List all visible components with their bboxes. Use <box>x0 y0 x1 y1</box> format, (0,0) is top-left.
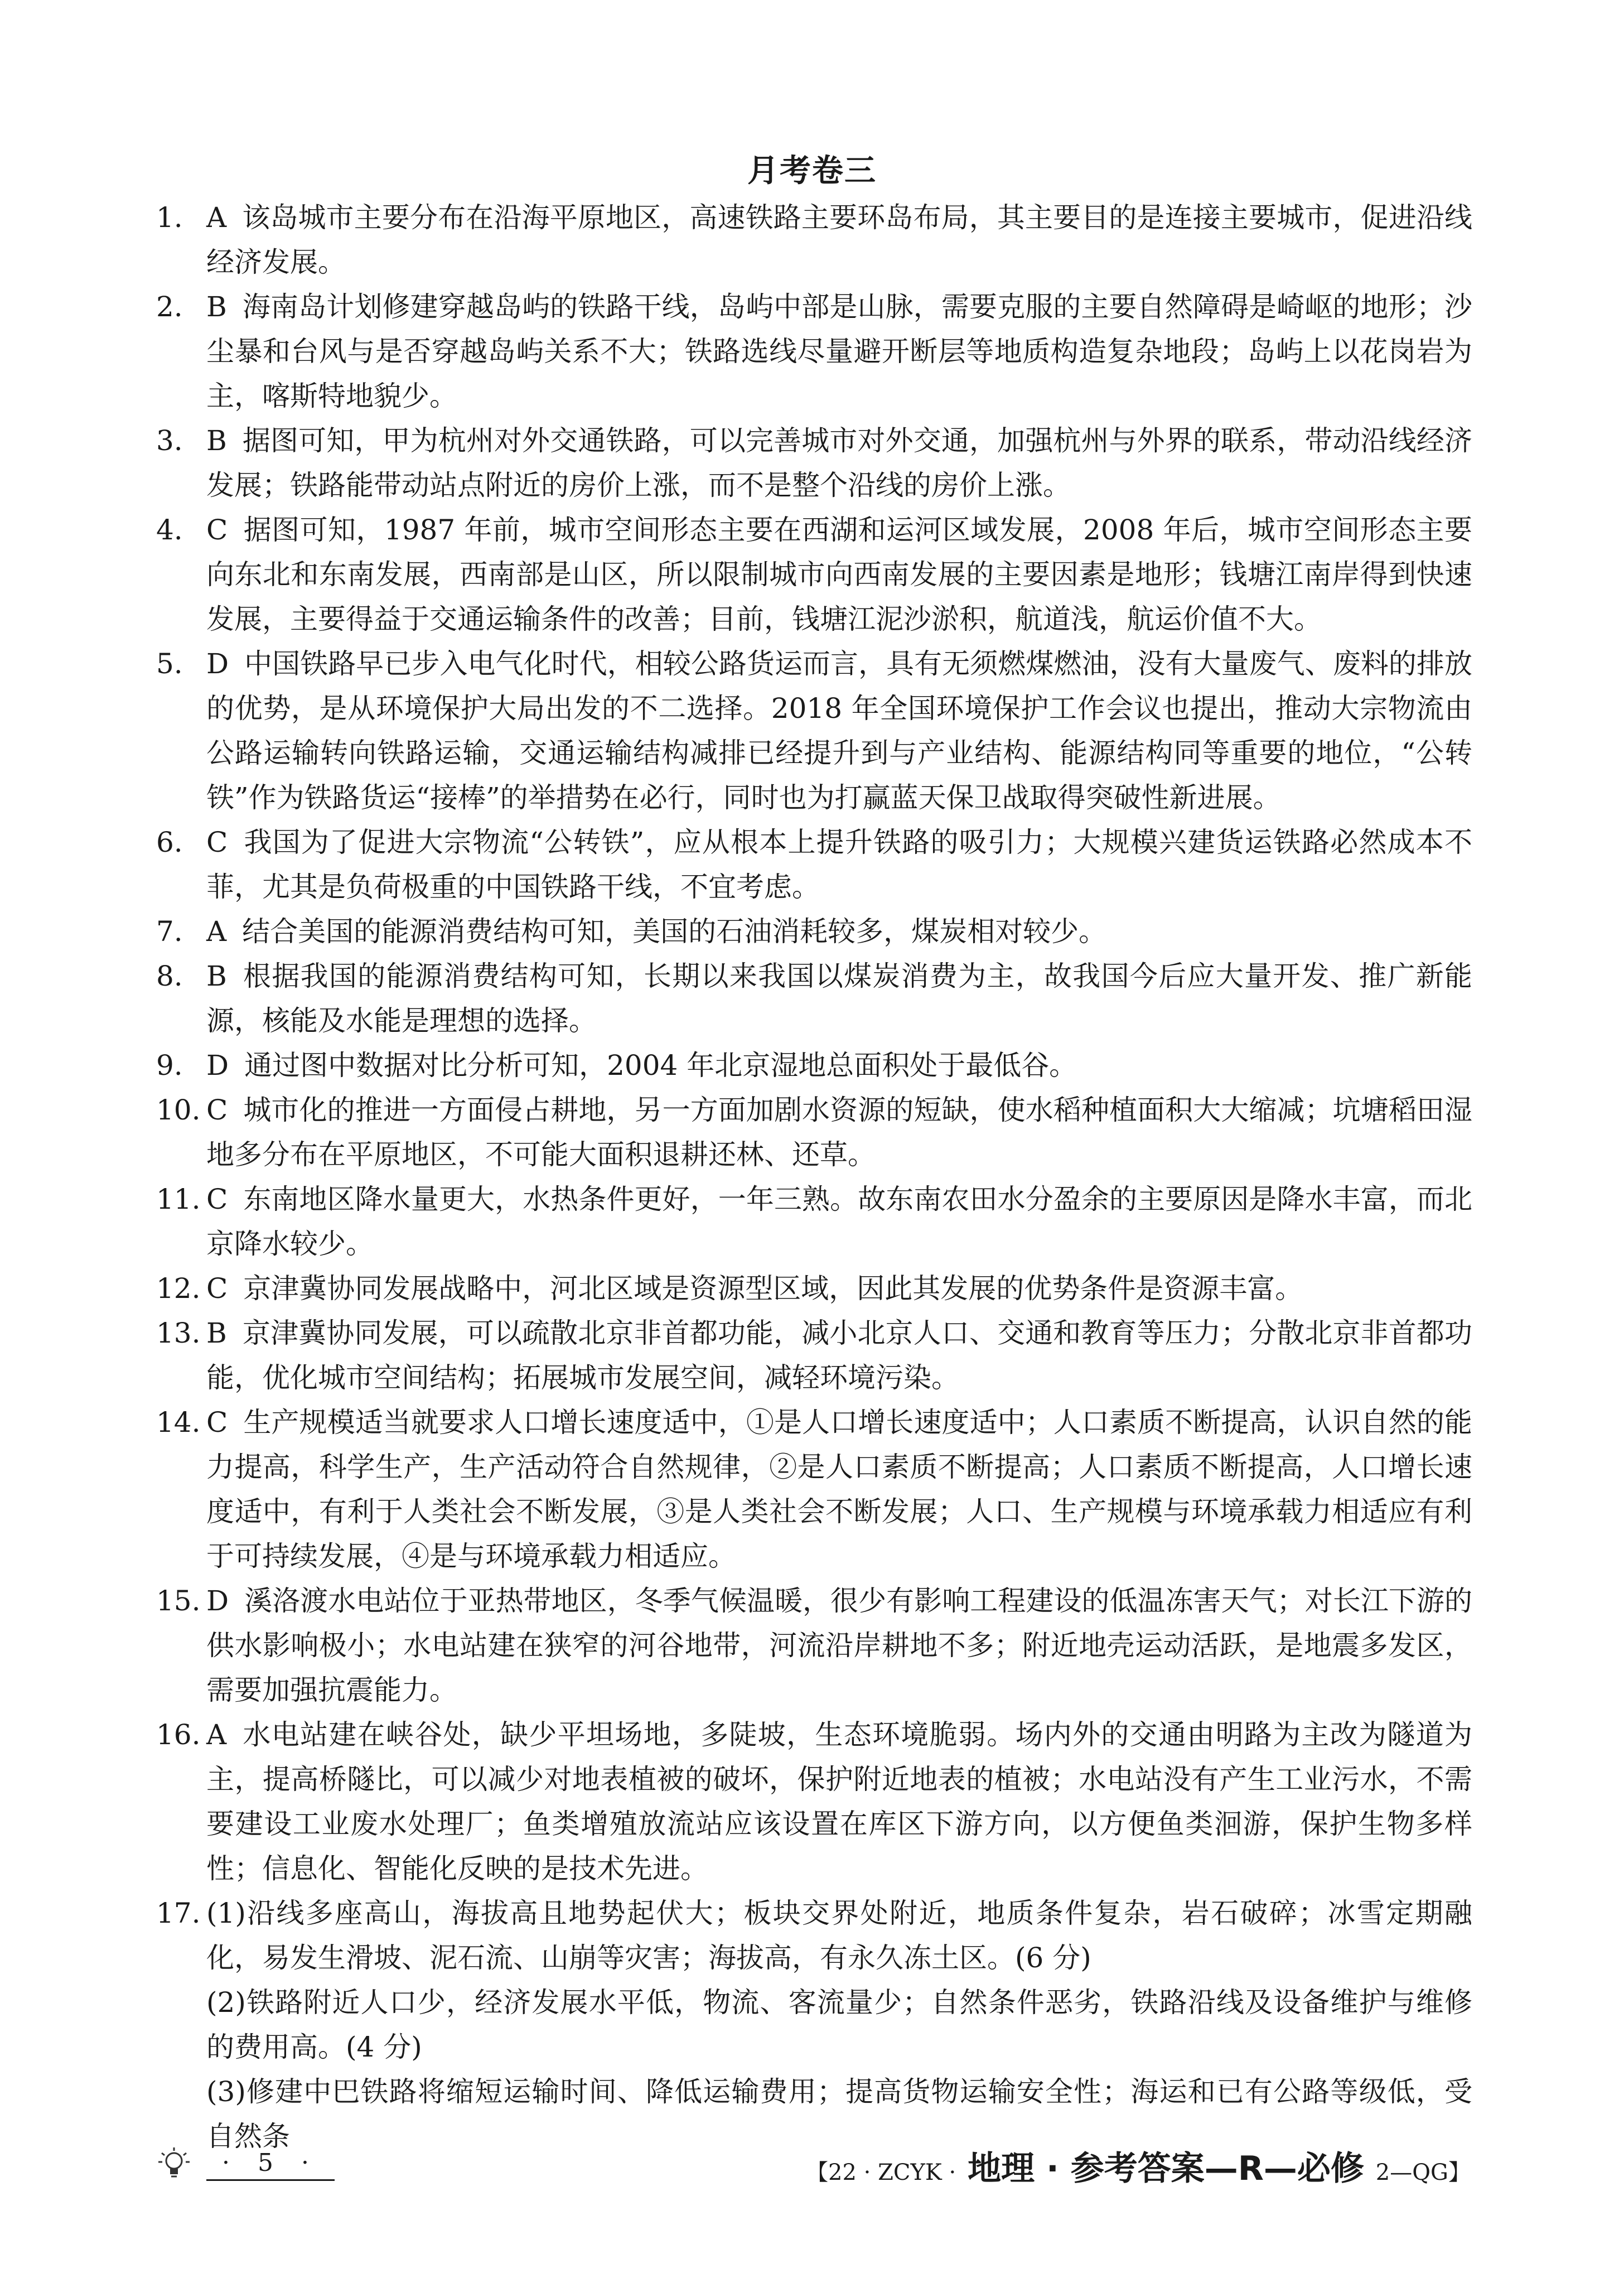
explanation-text: 通过图中数据对比分析可知，2004 年北京湿地总面积处于最低谷。 <box>244 1049 1077 1082</box>
answer-number: 9. <box>156 1049 183 1082</box>
answer-item <box>156 1891 1472 2159</box>
page-number: · 5 · <box>206 2149 335 2181</box>
answer-text <box>206 1400 1472 1579</box>
answer-item <box>156 1400 1472 1579</box>
answer-choice: D <box>206 648 229 680</box>
answer-text <box>206 1579 1472 1712</box>
answer-text <box>206 418 1472 508</box>
answer-item <box>156 820 1472 909</box>
answer-number: 8. <box>156 960 183 992</box>
explanation-text: 京津冀协同发展，可以疏散北京非首都功能，减小北京人口、交通和教育等压力；分散北京非首都功能，优化城市空间结构；拓展城市发展空间，减轻环境污染。 <box>206 1317 1472 1394</box>
answer-number: 2. <box>156 291 183 323</box>
answer-choice: C <box>206 1406 228 1439</box>
answer-text <box>206 508 1472 641</box>
answer-item <box>156 1266 1472 1311</box>
explanation-text: 结合美国的能源消费结构可知，美国的石油消耗较多，煤炭相对较少。 <box>242 915 1107 948</box>
explanation-text: (1)沿线多座高山，海拔高且地势起伏大；板块交界处附近，地质条件复杂，岩石破碎；冰雪定期融化，易发生滑坡、泥石流、山崩等灾害；海拔高，有永久冻土区。(6 分) <box>206 1897 1472 1974</box>
answer-text <box>206 820 1472 909</box>
answer-number: 17. <box>156 1897 201 1929</box>
explanation-text: 该岛城市主要分布在沿海平原地区，高速铁路主要环岛布局，其主要目的是连接主要城市，促进沿线经济发展。 <box>206 201 1472 278</box>
explanation-text: 东南地区降水量更大，水热条件更好，一年三熟。故东南农田水分盈余的主要原因是降水丰富，而北京降水较少。 <box>206 1183 1472 1260</box>
answer-number: 14. <box>156 1406 201 1439</box>
answer-text <box>206 195 1472 284</box>
answer-text <box>206 954 1472 1043</box>
answer-item <box>156 641 1472 820</box>
answer-choice: D <box>206 1049 229 1082</box>
answer-choice: A <box>206 201 227 234</box>
answer-text <box>206 1891 1472 1980</box>
answer-item <box>156 909 1472 954</box>
answer-item <box>156 1712 1472 1891</box>
answer-item <box>156 1088 1472 1177</box>
answer-number: 15. <box>156 1585 201 1617</box>
answer-number: 12. <box>156 1272 201 1305</box>
answer-key-code <box>806 2142 1471 2190</box>
answer-text <box>206 1266 1472 1311</box>
explanation-text: 据图可知，甲为杭州对外交通铁路，可以完善城市对外交通，加强杭州与外界的联系，带动沿线经济发展；铁路能带动站点附近的房价上涨，而不是整个沿线的房价上涨。 <box>206 424 1472 501</box>
lightbulb-icon <box>156 2146 192 2182</box>
explanation-text: 我国为了促进大宗物流“公转铁”，应从根本上提升铁路的吸引力；大规模兴建货运铁路必然成本不菲，尤其是负荷极重的中国铁路干线，不宜考虑。 <box>206 826 1472 903</box>
answer-number: 16. <box>156 1719 201 1751</box>
answer-number: 10. <box>156 1094 201 1126</box>
answer-choice: D <box>206 1585 229 1617</box>
answer-item <box>156 508 1472 641</box>
explanation-text: 根据我国的能源消费结构可知，长期以来我国以煤炭消费为主，故我国今后应大量开发、推广新能源，核能及水能是理想的选择。 <box>206 960 1472 1037</box>
answer-choice: C <box>206 1183 228 1215</box>
answer-choice: C <box>206 1094 228 1126</box>
answer-item <box>156 1579 1472 1712</box>
explanation-text: 水电站建在峡谷处，缺少平坦场地，多陡坡，生态环境脆弱。场内外的交通由明路为主改为隧道为主，提高桥隧比，可以减少对地表植被的破坏，保护附近地表的植被；水电站没有产生工业污水，不需要建设工业废水处理厂；鱼类增殖放流站应该设置在库区下游方向，以方便鱼类洄游，保护生物多样性；信息化、智能化反映的是技术先进。 <box>206 1719 1472 1885</box>
answer-number: 5. <box>156 648 183 680</box>
answer-choice: A <box>206 1719 227 1751</box>
answer-choice: C <box>206 826 228 858</box>
answer-item <box>156 284 1472 418</box>
answer-choice: C <box>206 514 228 546</box>
answer-number: 6. <box>156 826 183 858</box>
answer-number: 7. <box>156 915 183 948</box>
subject-label: 地理 · 参考答案—R—必修 <box>968 2149 1364 2188</box>
answer-item <box>156 1177 1472 1266</box>
explanation-text: 京津冀协同发展战略中，河北区域是资源型区域，因此其发展的优势条件是资源丰富。 <box>243 1272 1303 1305</box>
page-title: 月考卷三 <box>747 153 877 189</box>
volume-code: 2—QG】 <box>1375 2160 1471 2185</box>
explanation-text: 生产规模适当就要求人口增长速度适中，①是人口增长速度适中；人口素质不断提高，认识自然的能力提高，科学生产，生产活动符合自然规律，②是人口素质不断提高；人口素质不断提高，人口增长速度适中，有利于人类社会不断发展，③是人类社会不断发展；人口、生产规模与环境承载力相适应有利于可持续发展，④是与环境承载力相适应。 <box>206 1406 1472 1572</box>
answer-number: 13. <box>156 1317 201 1349</box>
answer-text <box>206 909 1472 954</box>
answer-number: 1. <box>156 201 183 234</box>
answer-text <box>206 1043 1472 1088</box>
answer-number: 3. <box>156 424 183 457</box>
answer-text <box>206 1088 1472 1177</box>
answer-item <box>156 1311 1472 1400</box>
explanation-text: (3)修建中巴铁路将缩短运输时间、降低运输费用；提高货物运输安全性；海运和已有公路等级低，受自然条 <box>206 2076 1472 2152</box>
explanation-text: (2)铁路附近人口少，经济发展水平低，物流、客流量少；自然条件恶劣，铁路沿线及设备维护与维修的费用高。(4 分) <box>206 1986 1472 2063</box>
answer-item <box>156 418 1472 508</box>
answer-text <box>206 641 1472 820</box>
page-footer-left <box>156 2146 346 2191</box>
answer-text <box>206 1980 1472 2069</box>
series-code: 【22 · ZCYK · <box>806 2160 956 2185</box>
answer-item <box>156 1043 1472 1088</box>
explanation-text: 中国铁路早已步入电气化时代，相较公路货运而言，具有无须燃煤燃油，没有大量废气、废料的排放的优势，是从环境保护大局出发的不二选择。2018 年全国环境保护工作会议也提出，推动大宗物流由公路运输转向铁路运输，交通运输结构减排已经提升到与产业结构、能源结构同等重要的地位，“公转铁”作为铁路货运“接棒”的举措势在必行，同时也为打赢蓝天保卫战取得突破性新进展。 <box>206 648 1472 814</box>
answer-item <box>156 954 1472 1043</box>
answer-list <box>156 195 1472 2159</box>
answer-text <box>206 1311 1472 1400</box>
explanation-text: 城市化的推进一方面侵占耕地，另一方面加剧水资源的短缺，使水稻种植面积大大缩减；坑塘稻田湿地多分布在平原地区，不可能大面积退耕还林、还草。 <box>206 1094 1472 1171</box>
answer-text <box>206 284 1472 418</box>
answer-choice: A <box>206 915 227 948</box>
answer-choice: B <box>206 291 227 323</box>
explanation-text: 据图可知，1987 年前，城市空间形态主要在西湖和运河区域发展，2008 年后，城市空间形态主要向东北和东南发展，西南部是山区，所以限制城市向西南发展的主要因素是地形；钱塘江南岸得到快速发展，主要得益于交通运输条件的改善；目前，钱塘江泥沙淤积，航道浅，航运价值不大。 <box>206 514 1472 635</box>
explanation-text: 溪洛渡水电站位于亚热带地区，冬季气候温暖，很少有影响工程建设的低温冻害天气；对长江下游的供水影响极小；水电站建在狭窄的河谷地带，河流沿岸耕地不多；附近地壳运动活跃，是地震多发区，需要加强抗震能力。 <box>206 1585 1472 1706</box>
answer-number: 4. <box>156 514 183 546</box>
answer-choice: B <box>206 424 227 457</box>
answer-choice: B <box>206 960 227 992</box>
answer-text <box>206 1712 1472 1891</box>
explanation-text: 海南岛计划修建穿越岛屿的铁路干线，岛屿中部是山脉，需要克服的主要自然障碍是崎岖的地形；沙尘暴和台风与是否穿越岛屿关系不大；铁路选线尽量避开断层等地质构造复杂地段；岛屿上以花岗岩为主，喀斯特地貌少。 <box>206 291 1472 412</box>
answer-item <box>156 195 1472 284</box>
answer-choice: C <box>206 1272 228 1305</box>
answer-choice: B <box>206 1317 227 1349</box>
answer-number: 11. <box>156 1183 201 1215</box>
answer-text <box>206 1177 1472 1266</box>
